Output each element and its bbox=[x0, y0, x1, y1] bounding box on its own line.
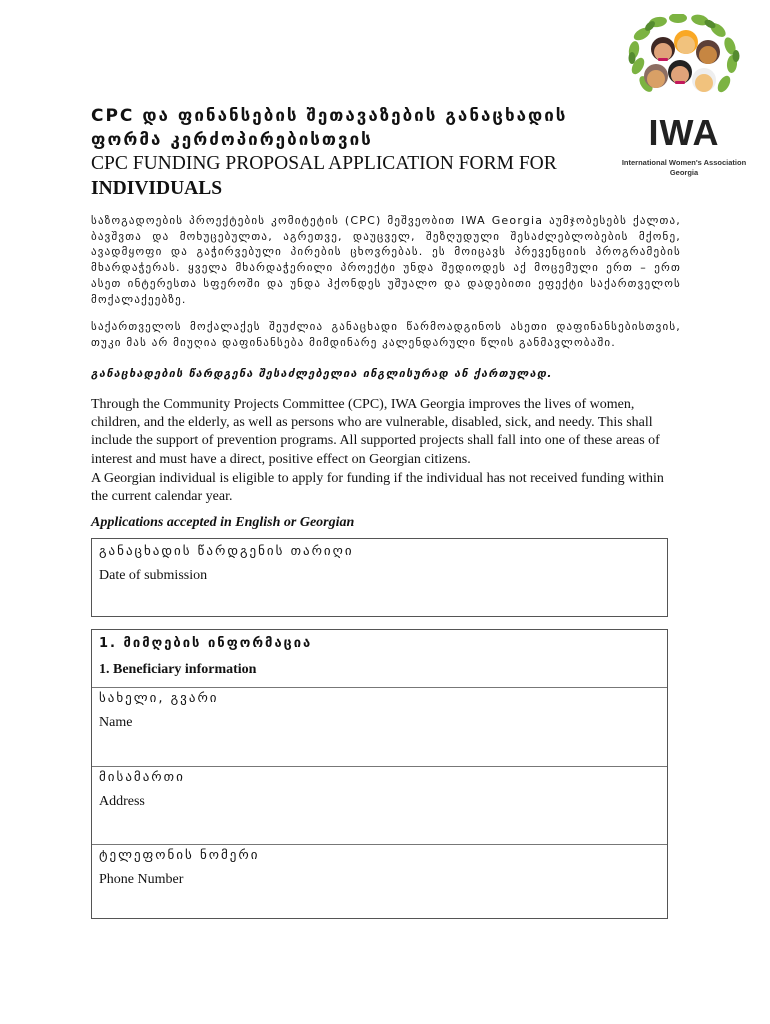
georgian-title-line2: ფორმა კერძოპირებისთვის bbox=[91, 130, 373, 150]
phone-label-en: Phone Number bbox=[99, 872, 184, 887]
georgian-language-note: განაცხადების წარდგენა შესაძლებელია ინგლისურად ან ქართულად. bbox=[91, 367, 553, 380]
english-title-line1: CPC FUNDING PROPOSAL APPLICATION FORM FOR bbox=[91, 153, 557, 174]
english-eligibility-paragraph: A Georgian individual is eligible to apply for funding if the individual has not received funding within the current calendar year. bbox=[91, 471, 664, 505]
georgian-title-line1: CPC და ფინანსების შეთავაზების განაცხადის bbox=[91, 106, 568, 126]
beneficiary-section bbox=[91, 629, 668, 919]
name-field[interactable] bbox=[92, 687, 667, 766]
english-intro-paragraph: Through the Community Projects Committee (CPC), IWA Georgia improves the lives of women, children, and the elderly, as well as persons who are vulnerable, disabled, sick, and needy. This shall include the support of prevention programs. All supported projects shall fall into one of these areas of interest and must have a direct, positive effect on Georgian citizens. bbox=[91, 397, 660, 467]
georgian-eligibility-paragraph: საქართველოს მოქალაქეს შეუძლია განაცხადი წარმოადგინოს ასეთი დაფინანსებისთვის, თუკი მას არ მიუღია დაფინანსება მიმდინარე კალენდარული წლის განმავლობაში. bbox=[91, 320, 681, 349]
iwa-logo bbox=[618, 14, 750, 178]
phone-label-ka: ტელეფონის ნომერი bbox=[99, 848, 260, 863]
georgian-title bbox=[91, 104, 611, 152]
logo-wreath-icon bbox=[618, 14, 750, 114]
name-label-ka: სახელი, გვარი bbox=[99, 691, 219, 706]
submission-date-label-ka: განაცხადის წარდგენის თარიღი bbox=[99, 544, 354, 559]
address-field[interactable] bbox=[92, 766, 667, 845]
beneficiary-heading-ka: 1. მიმღების ინფორმაცია bbox=[99, 636, 313, 651]
english-language-note: Applications accepted in English or Georgian bbox=[91, 515, 355, 530]
english-title-line2: INDIVIDUALS bbox=[91, 178, 223, 199]
beneficiary-heading-en: 1. Beneficiary information bbox=[99, 662, 257, 677]
logo-name: IWA bbox=[648, 112, 720, 153]
address-label-en: Address bbox=[99, 794, 145, 809]
submission-date-field[interactable] bbox=[91, 538, 668, 617]
submission-date-label-en: Date of submission bbox=[99, 568, 208, 583]
logo-subtitle-country: Georgia bbox=[669, 168, 699, 177]
name-label-en: Name bbox=[99, 715, 133, 730]
logo-subtitle: International Women's Association bbox=[621, 158, 747, 167]
phone-number-field[interactable] bbox=[92, 844, 667, 919]
english-title bbox=[91, 151, 611, 201]
address-label-ka: მისამართი bbox=[99, 770, 185, 785]
georgian-intro-paragraph: საზოგადოების პროექტების კომიტეტის (CPC) მეშვეობით IWA Georgia აუმჯობესებს ქალთა, ბავშვთა და მოხუცებულთა, აგრეთვე, დაუცველ, შეზღუდული შესაძლებლობების მქონე, ავადმყოფი და გაჭირვებული პირების ცხოვრებას. ეს მოიცავს პრევენციის პროგრამების მხარდაჭერას. ყველა მხარდაჭერილი პროექტი უნდა შედიოდეს აქ მოცემული ერთ – ერთ ასეთ ინტერესთა სფეროში და უნდა ჰქონდეს უშუალო და დადებითი ეფექტი საქართველოს მოქალაქეებზე. bbox=[91, 214, 681, 306]
